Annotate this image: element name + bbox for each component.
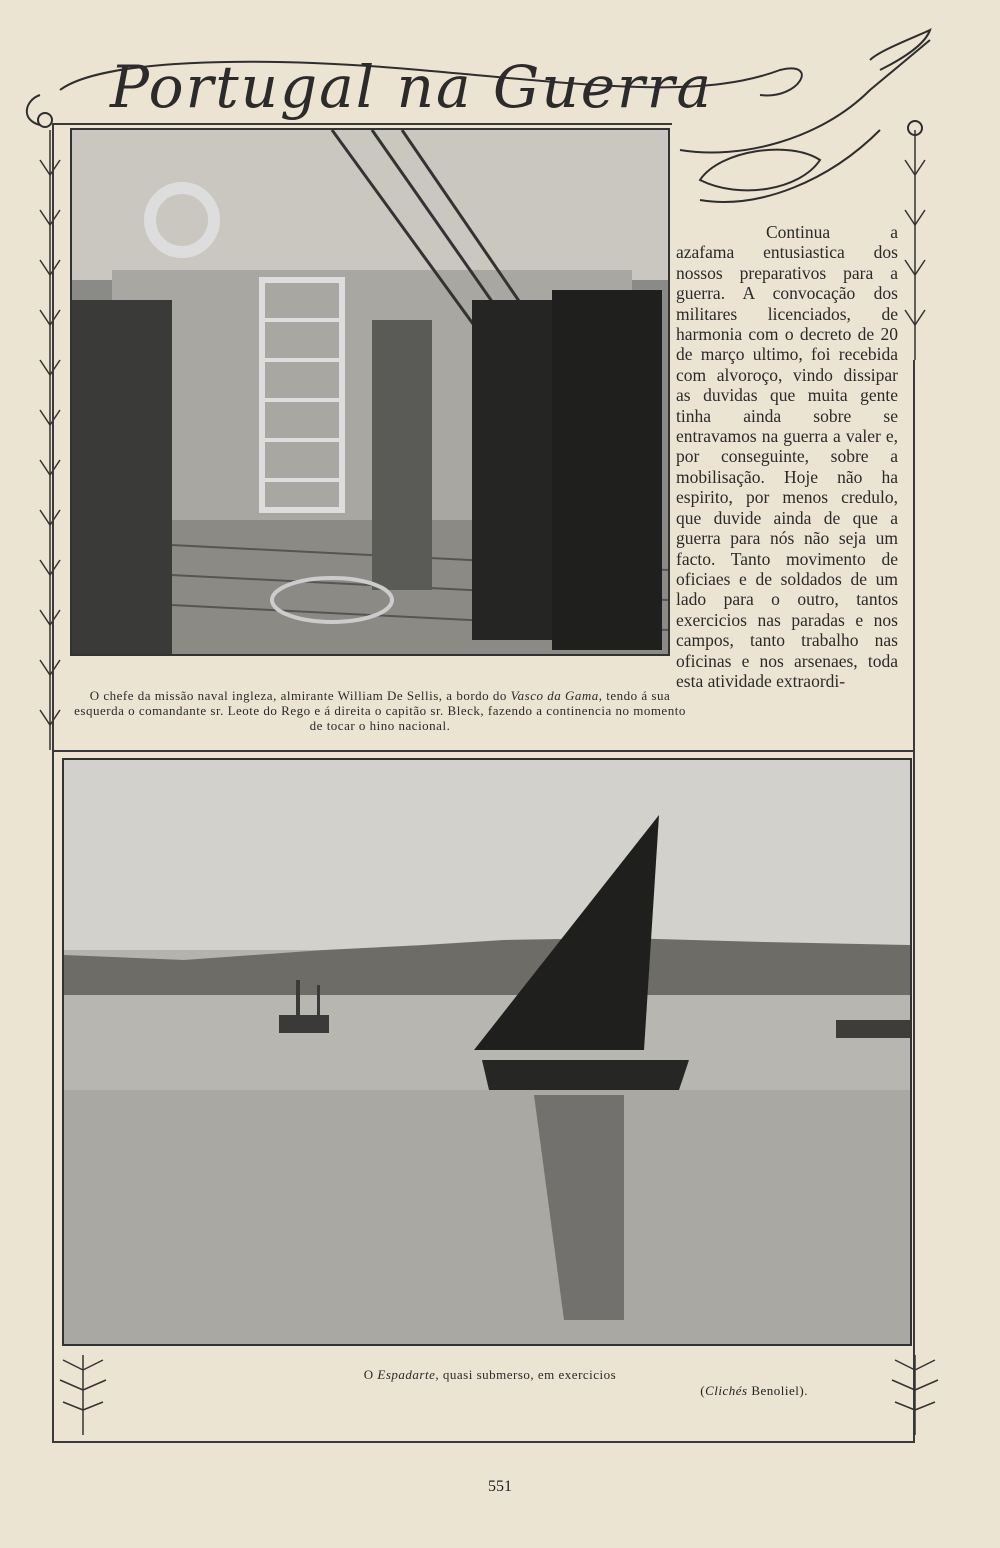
bottom-photo-caption — [200, 1367, 780, 1382]
frame-middle-divider — [52, 750, 915, 752]
article-column — [676, 222, 898, 691]
caption-text-end: , tendo á sua esquerda o comandante sr. Leote do Rego e á direita o capitão sr. Bleck, fazendo a continencia no momento de tocar o hino nacional. — [74, 688, 686, 733]
credit-cliches: Clichés — [705, 1383, 748, 1398]
page-number: 551 — [488, 1478, 512, 1495]
submarine-sailboat-photo — [62, 758, 912, 1346]
page-title: Portugal na Guerra — [110, 53, 714, 121]
frame-bottom — [52, 1441, 915, 1443]
naval-salute-photo — [70, 128, 670, 656]
frame-right-vertical — [913, 360, 915, 1443]
caption-text-start: O chefe da missão naval ingleza, almirante William De Sellis, a bordo do — [89, 688, 511, 703]
top-photo-caption — [70, 688, 690, 733]
credit-open: ( — [700, 1383, 706, 1398]
frame-left-vertical — [52, 123, 54, 1443]
article-paragraph: Continua a azafama entusiastica dos nossos preparativos para a guerra. A convocação dos militares licenciados, de harmonia com o decreto de 20 de março ultimo, foi recebida com alvoroço, vindo dissipar as duvidas que muita gente tinha ainda sobre se entravamos na guerra a valer e, por conseguinte, sobre a mobilisação. Hoje não ha espirito, por menos credulo, que duvide ainda de que a guerra para nós não seja um facto. Tanto movimento de oficiaes e de soldados de um lado para o outro, tantos exercicios nas paradas e nos campos, tanto trabalho nas oficinas e nos arsenaes, toda esta atividade extraordi- — [676, 222, 898, 691]
caption-suffix: , quasi submerso, em exercicios — [435, 1367, 617, 1382]
caption-ship-name: Vasco da Gama — [510, 688, 599, 703]
leaf-ornament-right — [880, 1350, 950, 1440]
submarine-name: Espadarte — [377, 1367, 436, 1382]
left-ornament-column — [30, 130, 70, 750]
right-ornament-column — [895, 130, 935, 360]
frame-top-left — [52, 123, 672, 125]
credit-photographer: Benoliel). — [747, 1383, 808, 1398]
photo-credit — [700, 1383, 808, 1399]
leaf-ornament-left — [48, 1350, 118, 1440]
caption-prefix: O — [363, 1367, 378, 1382]
